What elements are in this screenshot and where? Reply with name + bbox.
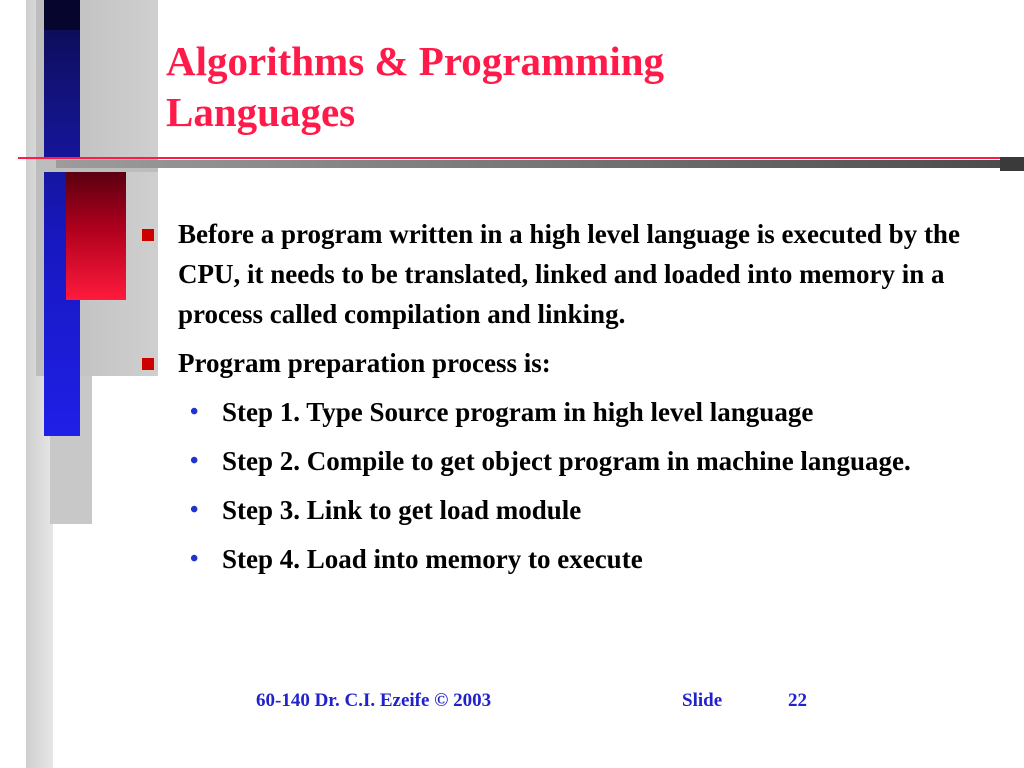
sub-bullet-item [140, 539, 1000, 579]
slide-title-line-2: Languages [166, 89, 356, 135]
bullet-item [140, 343, 1000, 383]
slide-title-line-1: Algorithms & Programming [166, 38, 665, 84]
dot-bullet-icon: • [190, 399, 199, 425]
decor-red-block [66, 172, 126, 300]
sub-bullet-text: Step 1. Type Source program in high level language [222, 397, 814, 427]
sub-bullet-text: Step 4. Load into memory to execute [222, 544, 643, 574]
title-rule-red [18, 157, 1024, 159]
square-bullet-icon [142, 358, 154, 370]
title-rule-cap [1000, 157, 1024, 171]
bullet-item [140, 214, 1000, 334]
sub-bullet-item [140, 441, 1000, 481]
title-rule-gray [56, 160, 1024, 168]
dot-bullet-icon: • [190, 546, 199, 572]
sub-bullet-item [140, 392, 1000, 432]
slide-body [140, 214, 1000, 588]
sub-bullet-text: Step 2. Compile to get object program in machine language. [222, 446, 911, 476]
dot-bullet-icon: • [190, 497, 199, 523]
footer-course-author: 60-140 Dr. C.I. Ezeife © 2003 [256, 690, 492, 711]
square-bullet-icon [142, 229, 154, 241]
sub-bullet-text: Step 3. Link to get load module [222, 495, 582, 525]
slide-title [166, 36, 966, 138]
footer-slide-number: 22 [788, 690, 807, 711]
bullet-text: Program preparation process is: [178, 348, 551, 378]
footer-slide-label: Slide [682, 690, 723, 711]
sub-bullet-item [140, 490, 1000, 530]
dot-bullet-icon: • [190, 448, 199, 474]
bullet-text: Before a program written in a high level language is executed by the CPU, it needs to be translated, linked and loaded into memory in a process called compilation and linking. [178, 219, 960, 329]
decor-blue-bar-top [44, 0, 80, 30]
